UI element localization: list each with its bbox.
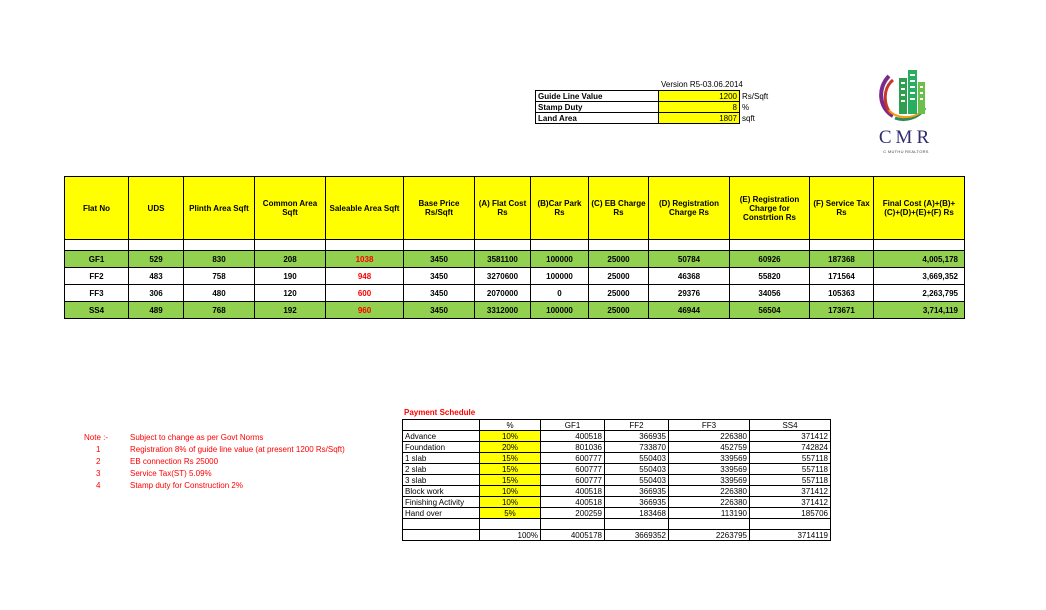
header-cell[interactable]: FF2 xyxy=(605,420,669,431)
total-percent-cell[interactable]: 100% xyxy=(480,530,541,541)
payment-header-row xyxy=(403,420,831,431)
table-cell[interactable]: 3450 xyxy=(404,268,475,285)
amount-cell[interactable]: 550403 xyxy=(605,464,669,475)
cmr-logo xyxy=(866,64,946,160)
amount-cell[interactable]: 226380 xyxy=(669,497,750,508)
table-cell[interactable]: 25000 xyxy=(589,268,649,285)
table-cell[interactable]: 25000 xyxy=(589,285,649,302)
header-cell[interactable]: (C) EB Charge Rs xyxy=(589,177,649,240)
amount-cell[interactable]: 550403 xyxy=(605,453,669,464)
total-cell[interactable]: 3714119 xyxy=(750,530,831,541)
info-unit[interactable]: Rs/Sqft xyxy=(742,91,769,101)
amount-cell[interactable]: 371412 xyxy=(750,497,831,508)
amount-cell[interactable]: 557118 xyxy=(750,475,831,486)
table-row xyxy=(403,431,831,442)
table-cell[interactable]: 3,714,119 xyxy=(874,302,965,319)
stage-cell[interactable]: Advance xyxy=(403,431,480,442)
table-cell[interactable]: 480 xyxy=(184,285,255,302)
table-cell[interactable]: 529 xyxy=(129,251,184,268)
amount-cell[interactable]: 226380 xyxy=(669,486,750,497)
table-cell[interactable]: 46944 xyxy=(649,302,730,319)
note-number[interactable]: 3 xyxy=(96,469,101,478)
table-cell[interactable]: 29376 xyxy=(649,285,730,302)
table-row xyxy=(403,486,831,497)
table-cell[interactable]: 60926 xyxy=(730,251,810,268)
table-cell[interactable]: 105363 xyxy=(810,285,874,302)
stage-cell[interactable]: Finishing Activity xyxy=(403,497,480,508)
table-cell[interactable]: 100000 xyxy=(531,302,589,319)
table-cell[interactable]: 34056 xyxy=(730,285,810,302)
header-cell[interactable]: SS4 xyxy=(750,420,831,431)
table-cell[interactable]: 948 xyxy=(326,268,404,285)
amount-cell[interactable]: 600777 xyxy=(541,453,605,464)
table-cell[interactable]: 3450 xyxy=(404,285,475,302)
amount-cell[interactable]: 600777 xyxy=(541,475,605,486)
table-cell[interactable]: SS4 xyxy=(65,302,129,319)
percent-cell[interactable]: 15% xyxy=(480,464,541,475)
info-row-land-area xyxy=(536,113,771,124)
table-row xyxy=(65,302,965,319)
amount-cell[interactable]: 371412 xyxy=(750,431,831,442)
info-label[interactable]: Stamp Duty xyxy=(536,102,659,113)
table-cell[interactable]: 192 xyxy=(255,302,326,319)
table-cell[interactable]: 306 xyxy=(129,285,184,302)
header-cell[interactable] xyxy=(403,420,480,431)
note-text[interactable]: Stamp duty for Construction 2% xyxy=(130,481,243,490)
amount-cell[interactable]: 339569 xyxy=(669,453,750,464)
brand-name: CMR xyxy=(878,127,934,148)
info-label[interactable]: Guide Line Value xyxy=(536,91,659,102)
brand-subtitle: C MUTHU REALTORS xyxy=(883,149,929,154)
table-cell[interactable]: 25000 xyxy=(589,251,649,268)
header-cell[interactable]: Final Cost (A)+(B)+(C)+(D)+(E)+(F) Rs xyxy=(874,177,965,240)
table-row xyxy=(403,497,831,508)
note-heading-label[interactable]: Note :- xyxy=(84,433,109,442)
table-row xyxy=(403,442,831,453)
table-cell[interactable]: 830 xyxy=(184,251,255,268)
note-number[interactable]: 4 xyxy=(96,481,101,490)
note-number[interactable]: 1 xyxy=(96,445,101,454)
header-cell[interactable]: Common Area Sqft xyxy=(255,177,326,240)
building-logo-icon xyxy=(875,64,937,122)
table-cell[interactable]: 4,005,178 xyxy=(874,251,965,268)
table-cell[interactable]: 600 xyxy=(326,285,404,302)
amount-cell[interactable]: 550403 xyxy=(605,475,669,486)
table-cell[interactable]: 3,669,352 xyxy=(874,268,965,285)
amount-cell[interactable]: 742824 xyxy=(750,442,831,453)
table-cell[interactable]: 3581100 xyxy=(475,251,531,268)
header-cell[interactable]: FF3 xyxy=(669,420,750,431)
table-cell[interactable]: 768 xyxy=(184,302,255,319)
stage-cell[interactable]: Hand over xyxy=(403,508,480,519)
header-cell[interactable]: % xyxy=(480,420,541,431)
table-cell[interactable]: 50784 xyxy=(649,251,730,268)
table-cell[interactable]: 3312000 xyxy=(475,302,531,319)
table-cell[interactable]: 187368 xyxy=(810,251,874,268)
total-cell[interactable]: 2263795 xyxy=(669,530,750,541)
info-unit[interactable]: sqft xyxy=(742,113,755,123)
table-row xyxy=(403,508,831,519)
amount-cell[interactable]: 113190 xyxy=(669,508,750,519)
info-value[interactable]: 1200 xyxy=(659,91,740,102)
table-cell[interactable]: 0 xyxy=(531,285,589,302)
amount-cell[interactable]: 600777 xyxy=(541,464,605,475)
table-cell[interactable]: 46368 xyxy=(649,268,730,285)
percent-cell[interactable]: 20% xyxy=(480,442,541,453)
info-value[interactable]: 1807 xyxy=(659,113,740,124)
cost-table-header xyxy=(65,177,965,240)
note-number[interactable]: 2 xyxy=(96,457,101,466)
table-row xyxy=(403,475,831,486)
header-cell[interactable]: Flat No xyxy=(65,177,129,240)
note-text[interactable]: Registration 8% of guide line value (at present 1200 Rs/Sqft) xyxy=(130,445,345,454)
table-row xyxy=(65,268,965,285)
note-text[interactable]: EB connection Rs 25000 xyxy=(130,457,219,466)
amount-cell[interactable]: 400518 xyxy=(541,486,605,497)
table-cell[interactable]: 960 xyxy=(326,302,404,319)
table-cell[interactable]: 2070000 xyxy=(475,285,531,302)
table-cell[interactable]: 120 xyxy=(255,285,326,302)
amount-cell[interactable]: 339569 xyxy=(669,464,750,475)
table-cell[interactable]: FF2 xyxy=(65,268,129,285)
amount-cell[interactable]: 452759 xyxy=(669,442,750,453)
stage-cell[interactable]: 3 slab xyxy=(403,475,480,486)
percent-cell[interactable]: 15% xyxy=(480,453,541,464)
amount-cell[interactable]: 733870 xyxy=(605,442,669,453)
stage-cell[interactable]: 2 slab xyxy=(403,464,480,475)
stage-cell[interactable]: Foundation xyxy=(403,442,480,453)
table-cell[interactable]: 3270600 xyxy=(475,268,531,285)
header-cell[interactable]: (F) Service Tax Rs xyxy=(810,177,874,240)
amount-cell[interactable]: 366935 xyxy=(605,486,669,497)
table-cell[interactable]: 171564 xyxy=(810,268,874,285)
amount-cell[interactable]: 339569 xyxy=(669,475,750,486)
stage-cell[interactable]: 1 slab xyxy=(403,453,480,464)
header-cell[interactable]: (E) Registration Charge for Constrtion Rs xyxy=(730,177,810,240)
info-unit[interactable]: % xyxy=(742,102,750,112)
amount-cell[interactable]: 801036 xyxy=(541,442,605,453)
table-cell[interactable]: 190 xyxy=(255,268,326,285)
table-cell[interactable]: 3450 xyxy=(404,302,475,319)
info-row-guideline xyxy=(536,91,771,102)
table-cell[interactable]: 758 xyxy=(184,268,255,285)
header-cell[interactable]: Saleable Area Sqft xyxy=(326,177,404,240)
version-label: Version R5-03.06.2014 xyxy=(661,80,743,89)
amount-cell[interactable]: 371412 xyxy=(750,486,831,497)
table-cell[interactable]: 25000 xyxy=(589,302,649,319)
amount-cell[interactable]: 557118 xyxy=(750,453,831,464)
info-row-stamp-duty xyxy=(536,102,771,113)
blank-row xyxy=(403,519,831,530)
percent-cell[interactable]: 15% xyxy=(480,475,541,486)
table-cell[interactable]: 56504 xyxy=(730,302,810,319)
table-cell[interactable]: 100000 xyxy=(531,268,589,285)
table-row xyxy=(403,464,831,475)
info-value[interactable]: 8 xyxy=(659,102,740,113)
percent-cell[interactable]: 10% xyxy=(480,497,541,508)
table-cell[interactable]: 2,263,795 xyxy=(874,285,965,302)
stage-cell[interactable]: Block work xyxy=(403,486,480,497)
table-cell[interactable]: 55820 xyxy=(730,268,810,285)
percent-cell[interactable]: 10% xyxy=(480,431,541,442)
payment-schedule-table xyxy=(402,419,831,541)
header-cell[interactable]: GF1 xyxy=(541,420,605,431)
cost-table xyxy=(64,176,965,319)
header-cell[interactable]: (A) Flat Cost Rs xyxy=(475,177,531,240)
header-cell[interactable]: Plinth Area Sqft xyxy=(184,177,255,240)
table-cell[interactable]: 208 xyxy=(255,251,326,268)
header-cell[interactable]: UDS xyxy=(129,177,184,240)
total-cell[interactable]: 3669352 xyxy=(605,530,669,541)
note-text[interactable]: Service Tax(ST) 5.09% xyxy=(130,469,212,478)
percent-cell[interactable]: 5% xyxy=(480,508,541,519)
totals-row xyxy=(403,530,831,541)
note-heading-text[interactable]: Subject to change as per Govt Norms xyxy=(130,433,264,442)
amount-cell[interactable]: 400518 xyxy=(541,497,605,508)
payment-schedule-title: Payment Schedule xyxy=(404,408,476,417)
table-row xyxy=(403,453,831,464)
header-cell[interactable]: (B)Car Park Rs xyxy=(531,177,589,240)
blank-row xyxy=(65,240,965,251)
percent-cell[interactable]: 10% xyxy=(480,486,541,497)
table-cell[interactable]: 3450 xyxy=(404,251,475,268)
amount-cell[interactable]: 200259 xyxy=(541,508,605,519)
amount-cell[interactable]: 366935 xyxy=(605,497,669,508)
amount-cell[interactable]: 366935 xyxy=(605,431,669,442)
info-table xyxy=(535,90,771,124)
table-cell[interactable]: FF3 xyxy=(65,285,129,302)
amount-cell[interactable]: 400518 xyxy=(541,431,605,442)
header-cell[interactable]: (D) Registration Charge Rs xyxy=(649,177,730,240)
table-row xyxy=(65,285,965,302)
header-cell[interactable]: Base Price Rs/Sqft xyxy=(404,177,475,240)
amount-cell[interactable]: 185706 xyxy=(750,508,831,519)
table-cell[interactable]: 1038 xyxy=(326,251,404,268)
amount-cell[interactable]: 183468 xyxy=(605,508,669,519)
table-cell[interactable]: 100000 xyxy=(531,251,589,268)
amount-cell[interactable]: 226380 xyxy=(669,431,750,442)
total-cell[interactable] xyxy=(403,530,480,541)
table-cell[interactable]: GF1 xyxy=(65,251,129,268)
amount-cell[interactable]: 557118 xyxy=(750,464,831,475)
total-cell[interactable]: 4005178 xyxy=(541,530,605,541)
table-cell[interactable]: 489 xyxy=(129,302,184,319)
table-row xyxy=(65,251,965,268)
info-label[interactable]: Land Area xyxy=(536,113,659,124)
table-cell[interactable]: 483 xyxy=(129,268,184,285)
table-cell[interactable]: 173671 xyxy=(810,302,874,319)
